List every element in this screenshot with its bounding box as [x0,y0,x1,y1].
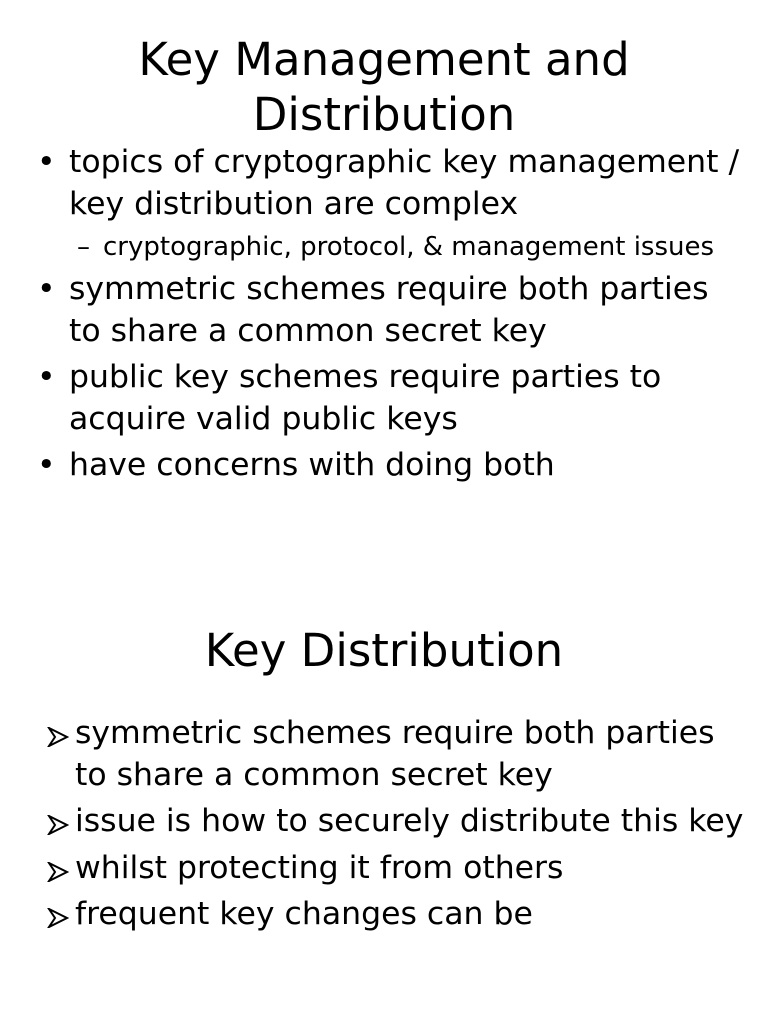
list-item-text: have concerns with doing both [69,447,555,483]
title-line-2: Distribution [252,88,516,141]
list-item-text: whilst protecting it from others [75,849,564,886]
arrow-bullet-icon [47,862,69,882]
slide-key-distribution [0,618,768,941]
list-item-text: public key schemes require parties to acquire valid public keys [69,359,662,437]
bullet-icon: • [37,359,56,395]
title-line-1: Key Management and [138,33,630,86]
list-item-text: topics of cryptographic key management / key distribution are complex [69,144,740,222]
slide-key-management [0,0,768,492]
list-item [0,445,768,487]
list-item [0,801,768,843]
list-item-text: symmetric schemes require both parties to share a common secret key [75,715,715,793]
list-item [0,357,768,440]
bullet-icon: • [37,144,56,180]
arrow-bullet-icon [47,727,69,747]
list-item [0,848,768,890]
arrow-bullet-icon [47,815,69,835]
list-item-text: symmetric schemes require both parties to share a common secret key [69,271,709,349]
list-item [0,894,768,936]
arrow-bullet-list [0,713,768,936]
list-item-text: cryptographic, protocol, & management issues [103,232,715,262]
list-item [0,142,768,225]
list-item [0,269,768,352]
bullet-list [0,142,768,487]
slide-title [0,0,768,142]
list-item [0,713,768,796]
bullet-icon: • [37,271,56,307]
slide-title: Key Distribution [204,624,564,677]
bullet-icon: • [37,447,56,483]
arrow-bullet-icon [47,908,69,928]
list-item-text: issue is how to securely distribute this key [75,803,744,839]
list-item-text: frequent key changes can be [75,896,533,932]
sub-list-item [0,230,768,264]
dash-icon: – [77,232,90,262]
